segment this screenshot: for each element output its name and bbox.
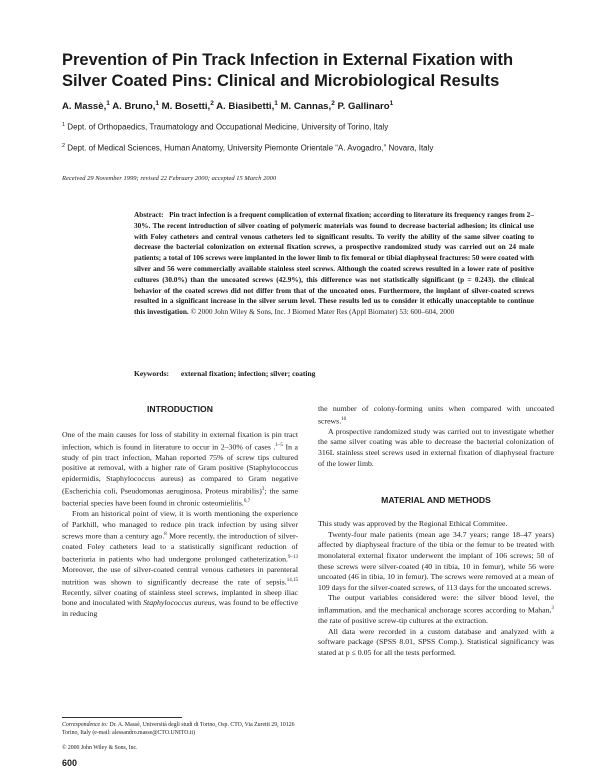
author: A. Bruno,$^1$ xyxy=(112,100,159,113)
footnote-divider xyxy=(62,717,182,718)
copyright-notice: © 2000 John Wiley & Sons, Inc. xyxy=(62,745,138,751)
page-number: 600 xyxy=(62,758,78,768)
correspondence-footnote: Correspondence to: Dr. A. Massè, Università degli studi di Torino, Osp. CTO, Via Zuretti 29, 10126 Torino, Italy (e-mail: alessandro.masse@CTO.UNITO.it) xyxy=(62,722,295,736)
author: P. Gallinaro$^1$ xyxy=(337,100,394,113)
author: M. Cannas,$^2$ xyxy=(280,100,335,113)
affiliation: $^2$ Dept. of Medical Sciences, Human Anatomy, University Piemonte Orientale “A. Avogadro,” Novara, Italy xyxy=(62,143,434,153)
keywords: Keywords: external fixation; infection; silver; coating xyxy=(134,369,316,378)
section-heading-introduction: INTRODUCTION xyxy=(147,404,213,414)
paragraph: Twenty-four male patients (mean age 34.7 years; range 18–47 years) affected by diaphyseal fracture of the tibia or the femur to be treated with monolateral external fixator underwent the implant of 106 screws; 50 of these screws were silver-coated (40 in tibia, 10 in femur), while 56 were uncoated (46 in tibia, 10 in femur). The screws were removed at a mean of 109 days for the silver-coated screws, of 113 days for the uncoated screws. xyxy=(318,529,554,592)
paragraph: The output variables considered were: the silver blood level, the inflammation, and the mechanical anchorage scores according to Mahan,$^3$ the rate of positive screw-tip cultures at the extraction. xyxy=(318,593,554,626)
left-column xyxy=(62,404,298,620)
paragraph: One of the main causes for loss of stability in external fixation is pin tract infection, which is found in literature to occur in 2–30% of cases .$^{1-5}$ In a study of pin tract infection, Mahan reported 75% of screw tips cultured positive at removal, with a higher rate of Gram positive (Staphylococcus epidermidis, Staphylococcus aureus) as compared to Gram negative (Escherichia coli, Pseudomonas aeruginosa, Proteus mirabilis)$^3$; the same bacterial species have been found in chronic osteomielitis.$^{6,7}$ xyxy=(62,430,298,508)
paragraph: the number of colony-forming units when compared with uncoated screws.$^{16}$ xyxy=(318,404,554,426)
section-heading-methods: MATERIAL AND METHODS xyxy=(381,495,491,506)
affiliation: $^1$ Dept. of Orthopaedics, Traumatology and Occupational Medicine, University of Torino, Italy xyxy=(62,122,389,132)
paragraph: All data were recorded in a custom database and analyzed with a software package (SPSS 8.01, SPSS Comp.). Statistical significancy was stated at p ≤ 0.05 for all the tests performed. xyxy=(318,626,554,657)
author: A. Biasibetti,$^1$ xyxy=(216,100,278,113)
author: M. Bosetti,$^2$ xyxy=(161,100,214,113)
abstract: Abstract: Pin tract infection is a frequent complication of external fixation; according to literature its frequency ranges from 2–30%. The recent introduction of silver coating of polymeric materials was found to decrease bacterial adhesion; its clinical use with Foley catheters and central venous catheters led to significant results. To verify the ability of the same silver coating to decrease the bacterial colonization on external fixation screws, a prospective randomized study was carried out on 24 male patients; a total of 106 screws were implanted in the lower limb to fix femoral or tibial diaphyseal fractures: 50 were coated with silver and 56 were commercially available stainless steel screws. Although the coated screws resulted in a lower rate of positive cultures (30.0%) than the uncoated screws (42.9%), this difference was not statistically significant (p = 0.243). the clinical behavior of the coated screws did not differ from that of the uncoated ones. Furthermore, the implant of silver-coated screws resulted in a significant increase in the silver serum level. These results led us to consider it ethically unacceptable to continue this investigation. © 2000 John Wiley & Sons, Inc. J Biomed Mater Res (Appl Biomater) 53: 600–604, 2000 xyxy=(134,210,534,317)
received-dates: Received 29 November 1999; revised 22 February 2000; accepted 15 March 2000 xyxy=(62,175,277,182)
paragraph: This study was approved by the Regional Ethical Commitee. xyxy=(318,519,508,529)
article-title: Prevention of Pin Track Infection in External Fixation with Silver Coated Pins: Clinical and Microbiological Results xyxy=(62,51,514,90)
paragraph: A prospective randomized study was carried out to investigate whether the same silver coating was able to decrease the bacterial colonization of 316L stainless steel screws used in external fixation of diaphyseal fracture of the lower limb. xyxy=(318,426,554,468)
author: A. Massè,$^1$ xyxy=(62,100,110,113)
right-column xyxy=(318,404,554,658)
paragraph: From an historical point of view, it is worth mentioning the experience of Parkhill, who managed to reduce pin track infection by using silver screws more than a century ago.$^8$ More recently, the introduction of silver-coated Foley catheters lead to a statistically significant reduction of bacteriuria in patients who had undergone prolonged catheterization.$^{9-13}$ Moreover, the use of silver-coated central venous catheters in parenteral nutrition was shown to significantly decrease the rate of sepsis.$^{14,15}$ Recently, silver coating of stainless steel screws, implanted in sheep iliac bone and inoculated with Staphylococcus aureus, was found to be effective in reducing xyxy=(62,508,299,619)
author-list xyxy=(62,100,582,112)
